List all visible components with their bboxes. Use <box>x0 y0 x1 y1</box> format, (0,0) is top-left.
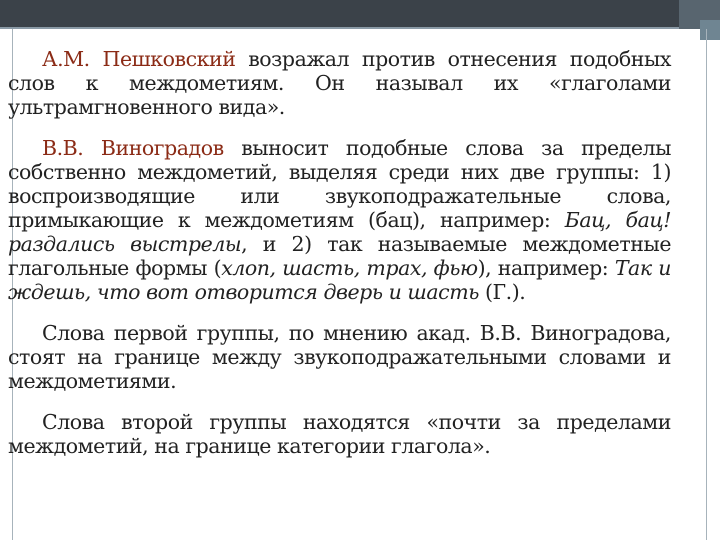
author-peshkovsky: А.М. Пешковский <box>42 47 236 71</box>
paragraph-vinogradov <box>8 136 671 304</box>
example-italic: хлоп, шасть, трах, фью <box>221 256 478 280</box>
paragraph-peshkovsky <box>8 47 671 119</box>
slide-content <box>8 47 671 475</box>
paragraph-text: Слова второй группы находятся «почти за пределами междометий, на границе категории глагола». <box>8 410 671 458</box>
paragraph-second-group <box>8 410 671 458</box>
paragraph-text: , и 2) так называемые междометные глагольные формы ( <box>8 232 671 280</box>
author-vinogradov: В.В. Виноградов <box>42 136 224 160</box>
example-italic: Бац, бац! раздались выстрелы <box>8 208 671 256</box>
paragraph-text: возражал против отнесения подобных слов к междометиям. Он называл их «глаголами ультрамгновенного вида». <box>8 47 671 119</box>
header-bar <box>0 0 720 27</box>
paragraph-text: (Г.). <box>478 280 526 304</box>
paragraph-first-group <box>8 321 671 393</box>
paragraph-text: Слова первой группы, по мнению акад. В.В. Виноградова, стоят на границе между звукоподражательными словами и междометиями. <box>8 321 671 393</box>
example-italic: Так и ждешь, что вот отворится дверь и шасть <box>8 256 671 304</box>
paragraph-text: выносит подобные слова за пределы собственно междометий, выделяя среди них две группы: 1) воспроизводящие или звукоподражательные слова, примыкающие к междометиям (бац), например: <box>8 136 671 232</box>
paragraph-text: ), например: <box>477 256 615 280</box>
